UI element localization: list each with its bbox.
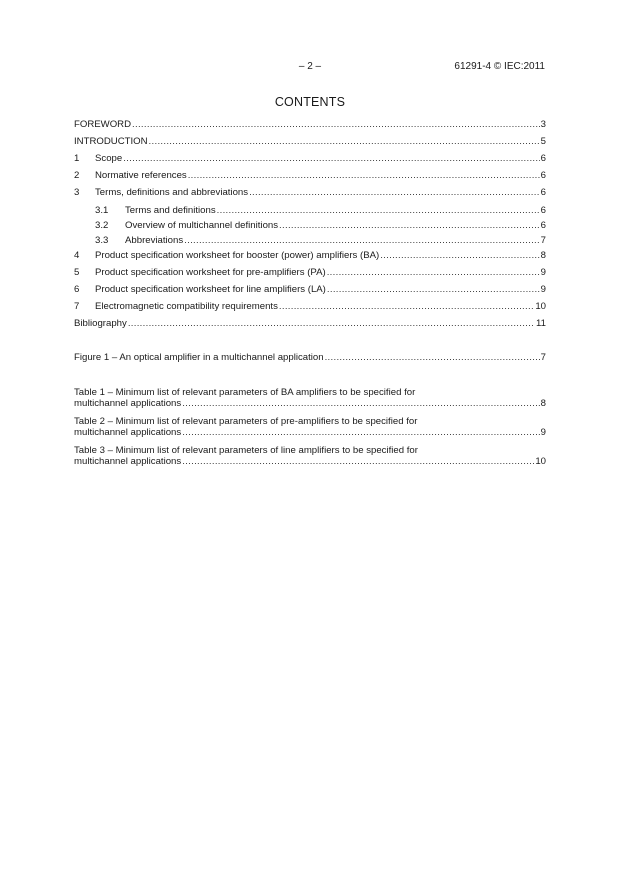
dot-leader <box>182 456 534 467</box>
dot-leader <box>327 283 540 296</box>
toc-entry[interactable] <box>74 219 546 232</box>
toc-entry-number: 3 <box>74 187 80 198</box>
toc-entry[interactable] <box>74 135 546 148</box>
toc-entry-page: 11 <box>536 318 546 329</box>
page-number: – 2 – <box>298 61 322 72</box>
list-of-figures <box>74 351 546 367</box>
toc-entry-page: 6 <box>540 170 546 181</box>
toc-entry-label: Scope <box>95 153 123 164</box>
toc-entry-number: 7 <box>74 301 80 312</box>
table-entry-page: 8 <box>540 398 546 409</box>
toc-entry-label: Electromagnetic compatibility requirements <box>95 301 278 312</box>
dot-leader <box>149 135 540 148</box>
table-entry[interactable] <box>74 387 546 409</box>
table-entry-caption: Table 1 – Minimum list of relevant parameters of BA amplifiers to be specified for <box>74 387 416 398</box>
table-of-contents <box>74 118 546 338</box>
dot-leader <box>182 427 539 438</box>
toc-entry-label: Product specification worksheet for booster (power) amplifiers (BA) <box>95 250 380 261</box>
dot-leader <box>123 152 539 165</box>
list-of-tables <box>74 387 546 472</box>
toc-entry-page: 6 <box>540 187 546 198</box>
dot-leader <box>249 186 540 199</box>
table-entry-caption-end: multichannel applications <box>74 398 182 409</box>
toc-entry[interactable] <box>74 118 546 131</box>
toc-entry[interactable] <box>74 249 546 262</box>
table-entry-caption: Table 2 – Minimum list of relevant parameters of pre-amplifiers to be specified for <box>74 416 418 427</box>
toc-entry[interactable] <box>74 266 546 279</box>
toc-entry-number: 1 <box>74 153 80 164</box>
toc-entry-label: Normative references <box>95 170 187 181</box>
toc-entry-label: Product specification worksheet for line amplifiers (LA) <box>95 284 326 295</box>
table-entry[interactable] <box>74 416 546 438</box>
toc-entry-label: Overview of multichannel definitions <box>125 220 279 231</box>
toc-entry-label: Terms, definitions and abbreviations <box>95 187 249 198</box>
toc-entry-number: 4 <box>74 250 80 261</box>
dot-leader <box>325 351 540 364</box>
table-entry-caption-continued <box>74 427 546 438</box>
dot-leader <box>188 169 540 182</box>
table-entry-caption-end: multichannel applications <box>74 427 182 438</box>
dot-leader <box>327 266 540 279</box>
toc-entry-number: 2 <box>74 170 80 181</box>
toc-entry-label: Terms and definitions <box>125 205 216 216</box>
toc-entry-label: Bibliography <box>74 318 127 329</box>
figure-entry[interactable] <box>74 351 546 364</box>
toc-entry-number: 3.2 <box>95 220 109 231</box>
dot-leader <box>184 234 540 247</box>
toc-entry[interactable] <box>74 204 546 217</box>
table-entry-page: 9 <box>540 427 546 438</box>
toc-entry[interactable] <box>74 300 546 313</box>
toc-entry-number: 3.1 <box>95 205 109 216</box>
figure-entry-page: 7 <box>540 352 546 363</box>
toc-entry-page: 6 <box>540 220 546 231</box>
toc-entry-page: 8 <box>540 250 546 261</box>
toc-entry-page: 6 <box>540 205 546 216</box>
toc-entry-label: Abbreviations <box>125 235 184 246</box>
table-entry-caption-end: multichannel applications <box>74 456 182 467</box>
toc-entry[interactable] <box>74 169 546 182</box>
table-entry-page: 10 <box>535 456 546 467</box>
contents-title: CONTENTS <box>274 95 346 109</box>
toc-entry[interactable] <box>74 152 546 165</box>
dot-leader <box>279 219 540 232</box>
toc-entry-page: 6 <box>540 153 546 164</box>
table-entry-caption-continued <box>74 398 546 409</box>
toc-entry-label: Product specification worksheet for pre-amplifiers (PA) <box>95 267 326 278</box>
toc-entry-number: 6 <box>74 284 80 295</box>
toc-entry-page: 9 <box>540 284 546 295</box>
table-entry[interactable] <box>74 445 546 467</box>
toc-entry-number: 3.3 <box>95 235 109 246</box>
dot-leader <box>132 118 540 131</box>
dot-leader <box>217 204 540 217</box>
toc-entry[interactable] <box>74 234 546 247</box>
dot-leader <box>380 249 539 262</box>
figure-entry-label: Figure 1 – An optical amplifier in a multichannel application <box>74 352 324 363</box>
toc-entry-page: 3 <box>540 119 546 130</box>
toc-entry[interactable] <box>74 186 546 199</box>
toc-entry-page: 5 <box>540 136 546 147</box>
dot-leader <box>279 300 534 313</box>
toc-entry[interactable] <box>74 283 546 296</box>
document-reference: 61291-4 © IEC:2011 <box>454 61 545 72</box>
dot-leader <box>182 398 539 409</box>
dot-leader <box>128 317 535 330</box>
toc-entry-page: 7 <box>540 235 546 246</box>
toc-entry[interactable] <box>74 317 546 330</box>
toc-entry-page: 10 <box>535 301 546 312</box>
toc-entry-label: FOREWORD <box>74 119 132 130</box>
toc-entry-label: INTRODUCTION <box>74 136 148 147</box>
table-entry-caption: Table 3 – Minimum list of relevant parameters of line amplifiers to be specified for <box>74 445 418 456</box>
toc-entry-page: 9 <box>540 267 546 278</box>
table-entry-caption-continued <box>74 456 546 467</box>
toc-entry-number: 5 <box>74 267 80 278</box>
